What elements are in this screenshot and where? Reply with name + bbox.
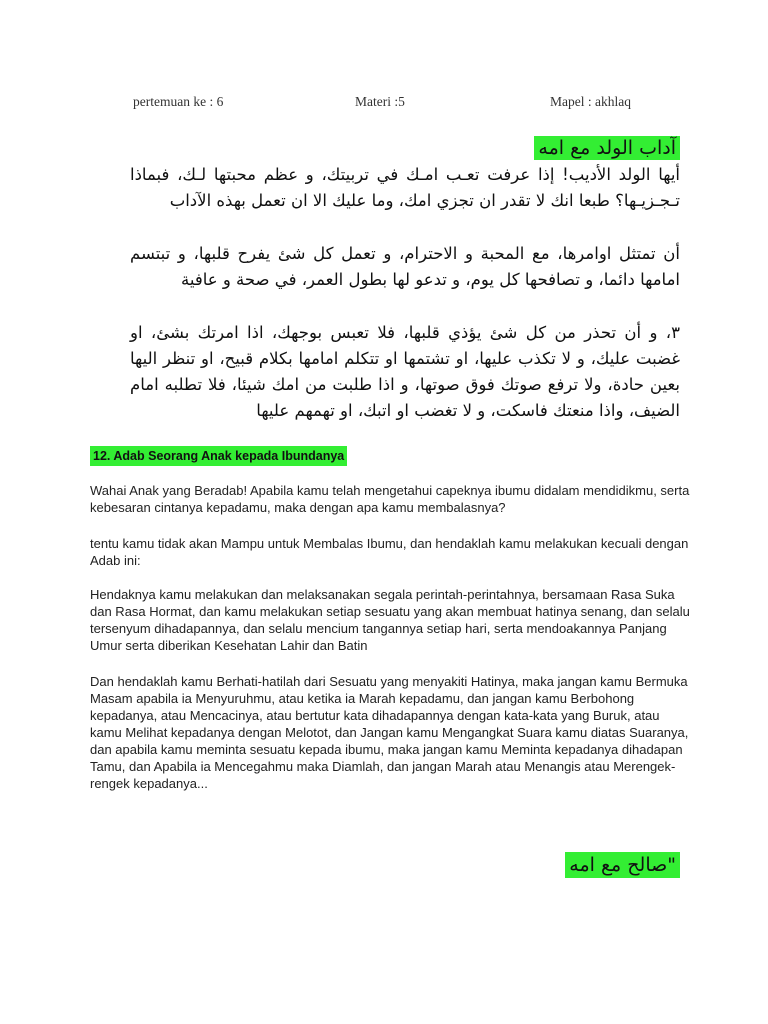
latin-paragraph-3: Hendaknya kamu melakukan dan melaksanakan segala perintah-perintahnya, bersamaan Rasa Suka dan Rasa Hormat, dan kamu melakukan setiap sesuatu yang akan membuat hatinya senang, dan selalu tersenyum dihadapannya, dan selalu mencium tangannya setiap hari, serta mendoakannya Panjang Umur serta diberikan Kesehatan Lahir dan Batin [90, 587, 690, 653]
arabic-paragraph-1: أيها الولد الأديب! إذا عرفت تعـب امـك في تربيتك، و عظم محبتها لـك، فبماذا تـجـزيـها؟ طبعا انك لا تقدر ان تجزي امك، وما عليك الا ان تعمل بهذه الآداب [130, 165, 680, 210]
latin-heading-block [90, 446, 347, 466]
latin-paragraph-2: tentu kamu tidak akan Mampu untuk Membalas Ibumu, dan hendaklah kamu melakukan kecuali dengan Adab ini: [90, 536, 689, 568]
header-mapel: Mapel : akhlaq [550, 94, 631, 109]
arabic-paragraph-2: أن تمتثل اوامرها، مع المحبة و الاحترام، و تعمل كل شئ يفرح قلبها، و تبتسم امامها دائما، و تصافحها كل يوم، و تدعو لها بطول العمر، في صحة و عافية [130, 244, 680, 289]
arabic-paragraph-3: ٣، و أن تحذر من كل شئ يؤذي قلبها، فلا تعبس بوجهك، اذا امرتك بشئ، او غضبت عليك، و لا تكذب عليها، او تشتمها او تتكلم امامها بكلام قبيح، او تنظر اليها بعين حادة، ولا ترفع صوتك فوق صوتها، و اذا طلبت من امك شيئا، فلا تطلبه امام الضيف، واذا منعتك فاسكت، و لا تغضب او اتبك، او تهمهم عليها [130, 323, 680, 420]
latin-heading: 12. Adab Seorang Anak kepada Ibundanya [90, 446, 347, 466]
latin-paragraph-1: Wahai Anak yang Beradab! Apabila kamu telah mengetahui capeknya ibumu didalam mendidikmu, serta kebesaran cintanya kepadamu, maka dengan apa kamu membalasnya? [90, 483, 690, 515]
arabic-bottom-heading: "صالح مع امه [565, 852, 680, 878]
header-materi: Materi :5 [355, 94, 405, 109]
arabic-title-block [534, 136, 680, 160]
arabic-title: آداب الولد مع امه [534, 136, 680, 160]
arabic-bottom-block [565, 852, 680, 878]
latin-paragraph-4: Dan hendaklah kamu Berhati-hatilah dari Sesuatu yang menyakiti Hatinya, maka jangan kamu Bermuka Masam apabila ia Menyuruhmu, atau ketika ia Marah kepadamu, dan jangan kamu Berbohong kepadanya, atau Mencacinya, atau bertutur kata dihadapannya dengan kata-kata yang Buruk, atau kamu Melihat kepadanya dengan Melotot, dan Jangan kamu Mengangkat Suara kamu diatas Suaranya, dan apabila kamu meminta sesuatu kepada ibumu, maka jangan kamu Meminta kepadanya dihadapan Tamu, dan Apabila ia Mencegahmu maka Diamlah, dan jangan Marah atau Menangis atau Merengek-rengek kepadanya... [90, 674, 689, 791]
header-pertemuan: pertemuan ke : 6 [133, 94, 224, 109]
